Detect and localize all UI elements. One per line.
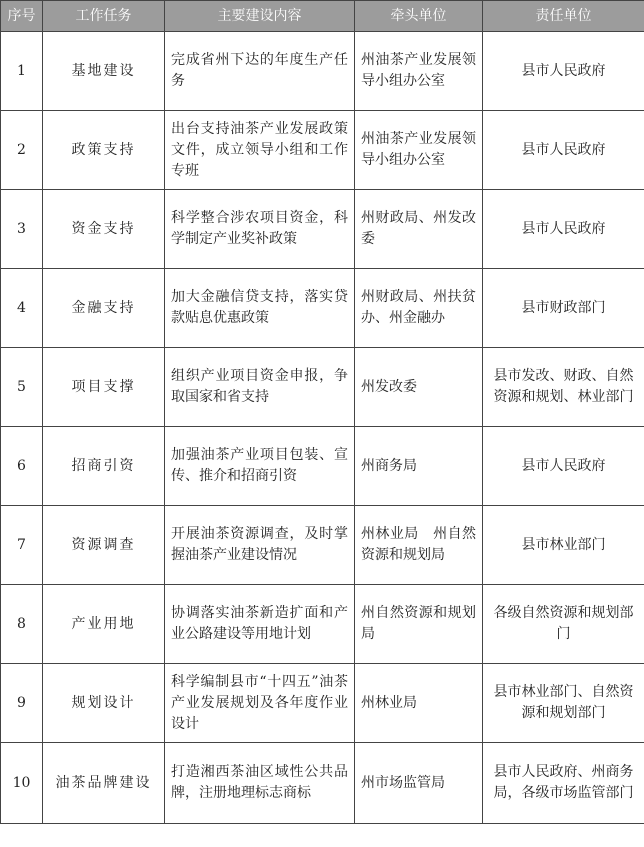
header-task: 工作任务 (43, 1, 165, 32)
cell-content: 完成省州下达的年度生产任务 (165, 32, 355, 111)
cell-content: 加强油茶产业项目包装、宣传、推介和招商引资 (165, 427, 355, 506)
cell-content: 开展油茶资源调查，及时掌握油茶产业建设情况 (165, 506, 355, 585)
cell-task: 产业用地 (43, 585, 165, 664)
cell-task: 资金支持 (43, 190, 165, 269)
cell-no: 3 (1, 190, 43, 269)
cell-task: 招商引资 (43, 427, 165, 506)
cell-task: 油茶品牌建设 (43, 743, 165, 824)
header-resp: 责任单位 (483, 1, 644, 32)
cell-no: 8 (1, 585, 43, 664)
header-no: 序号 (1, 1, 43, 32)
table-row (1, 32, 644, 111)
cell-resp: 县市人民政府 (483, 32, 644, 111)
cell-resp: 县市人民政府 (483, 111, 644, 190)
table-row (1, 427, 644, 506)
header-content: 主要建设内容 (165, 1, 355, 32)
cell-content: 科学编制县市“十四五”油茶产业发展规划及各年度作业设计 (165, 664, 355, 743)
cell-lead: 州林业局 (355, 664, 483, 743)
cell-resp: 县市人民政府 (483, 190, 644, 269)
table-row (1, 348, 644, 427)
cell-no: 5 (1, 348, 43, 427)
cell-no: 1 (1, 32, 43, 111)
cell-task: 资源调查 (43, 506, 165, 585)
cell-content: 协调落实油茶新造扩面和产业公路建设等用地计划 (165, 585, 355, 664)
cell-lead: 州财政局、州发改委 (355, 190, 483, 269)
cell-resp: 各级自然资源和规划部门 (483, 585, 644, 664)
cell-lead: 州油茶产业发展领导小组办公室 (355, 111, 483, 190)
cell-content: 出台支持油茶产业发展政策文件，成立领导小组和工作专班 (165, 111, 355, 190)
cell-resp: 县市财政部门 (483, 269, 644, 348)
cell-content: 打造湘西茶油区域性公共品牌，注册地理标志商标 (165, 743, 355, 824)
cell-lead: 州市场监管局 (355, 743, 483, 824)
header-lead: 牵头单位 (355, 1, 483, 32)
cell-lead: 州财政局、州扶贫办、州金融办 (355, 269, 483, 348)
cell-no: 9 (1, 664, 43, 743)
table-row (1, 111, 644, 190)
cell-task: 金融支持 (43, 269, 165, 348)
cell-task: 规划设计 (43, 664, 165, 743)
table-row (1, 743, 644, 824)
cell-lead: 州自然资源和规划局 (355, 585, 483, 664)
cell-lead: 州林业局 州自然资源和规划局 (355, 506, 483, 585)
cell-lead: 州发改委 (355, 348, 483, 427)
table-row (1, 585, 644, 664)
table-header-row (1, 1, 644, 32)
cell-task: 政策支持 (43, 111, 165, 190)
cell-no: 7 (1, 506, 43, 585)
table-row (1, 190, 644, 269)
cell-resp: 县市林业部门 (483, 506, 644, 585)
cell-no: 6 (1, 427, 43, 506)
cell-task: 项目支撑 (43, 348, 165, 427)
cell-no: 2 (1, 111, 43, 190)
table-row (1, 664, 644, 743)
cell-resp: 县市林业部门、自然资源和规划部门 (483, 664, 644, 743)
cell-task: 基地建设 (43, 32, 165, 111)
table-row (1, 269, 644, 348)
cell-content: 科学整合涉农项目资金，科学制定产业奖补政策 (165, 190, 355, 269)
cell-resp: 县市人民政府、州商务局，各级市场监管部门 (483, 743, 644, 824)
cell-no: 10 (1, 743, 43, 824)
table-row (1, 506, 644, 585)
cell-content: 加大金融信贷支持，落实贷款贴息优惠政策 (165, 269, 355, 348)
cell-content: 组织产业项目资金申报，争取国家和省支持 (165, 348, 355, 427)
cell-resp: 县市人民政府 (483, 427, 644, 506)
cell-no: 4 (1, 269, 43, 348)
cell-lead: 州油茶产业发展领导小组办公室 (355, 32, 483, 111)
cell-lead: 州商务局 (355, 427, 483, 506)
cell-resp: 县市发改、财政、自然资源和规划、林业部门 (483, 348, 644, 427)
